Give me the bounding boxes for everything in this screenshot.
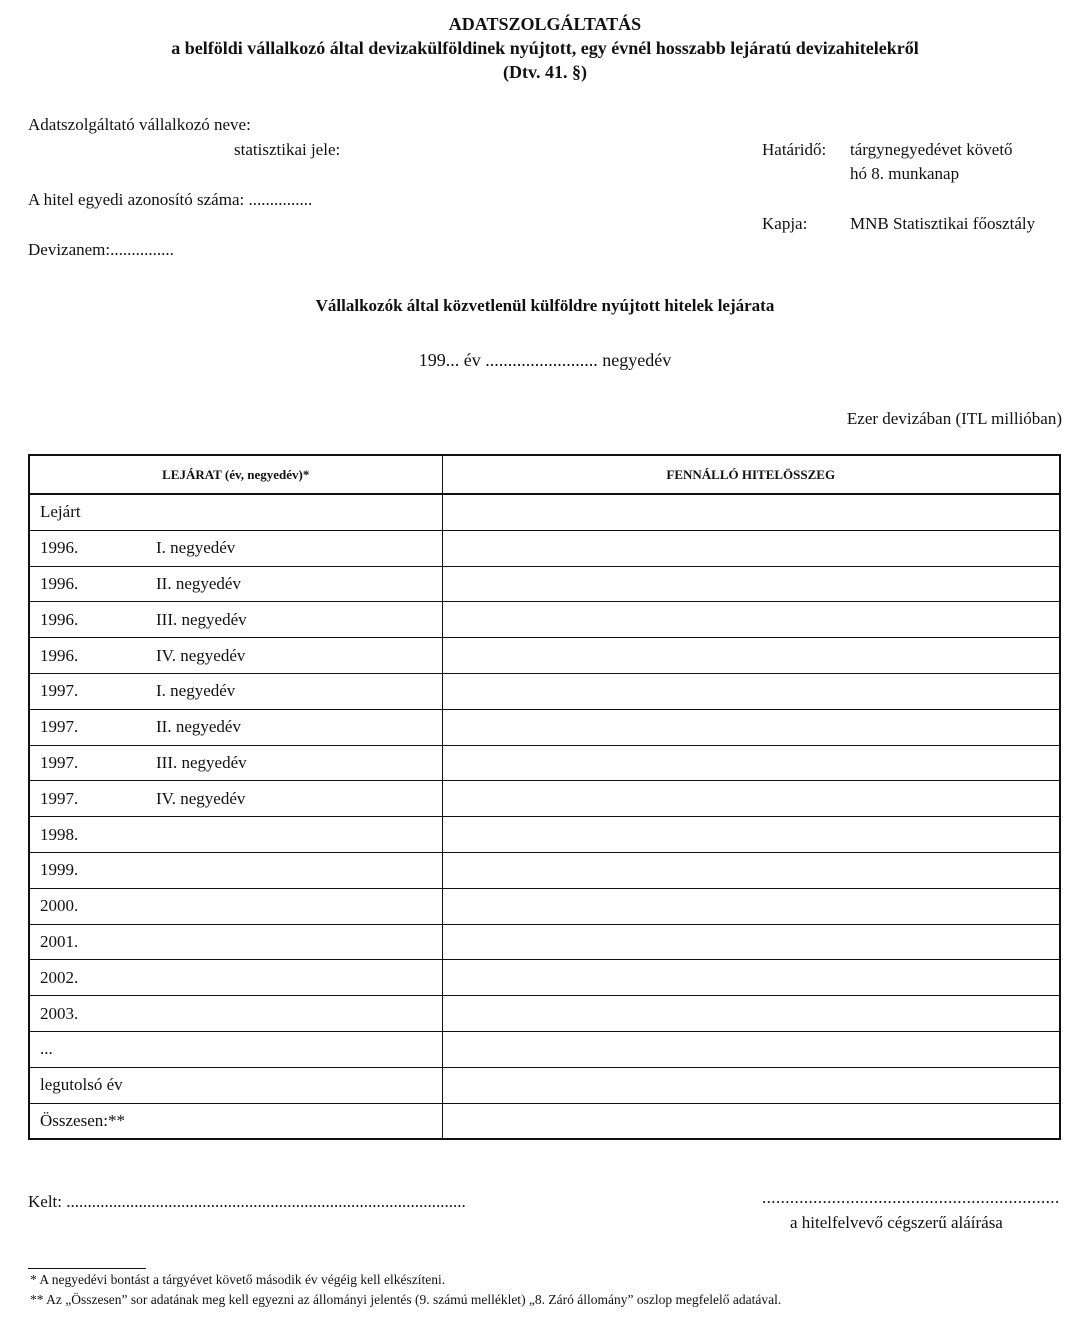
unit-note: Ezer devizában (ITL millióban) bbox=[846, 409, 1062, 428]
maturity-cell bbox=[29, 960, 442, 996]
maturity-cell bbox=[29, 996, 442, 1032]
amount-input-cell[interactable] bbox=[442, 1103, 1060, 1139]
maturity-quarter: II. negyedév bbox=[156, 573, 241, 593]
table-row bbox=[29, 996, 1060, 1032]
table-row bbox=[29, 709, 1060, 745]
maturity-cell bbox=[29, 888, 442, 924]
maturity-cell bbox=[29, 673, 442, 709]
maturity-cell bbox=[29, 638, 442, 674]
maturity-year: 1997. bbox=[40, 788, 79, 808]
table-row bbox=[29, 817, 1060, 853]
amount-input-cell[interactable] bbox=[442, 745, 1060, 781]
maturity-cell bbox=[29, 602, 442, 638]
company-name-label: Adatszolgáltató vállalkozó neve: bbox=[28, 115, 251, 134]
amount-input-cell[interactable] bbox=[442, 996, 1060, 1032]
form-subtitle: a belföldi vállalkozó által devizakülföldinek nyújtott, egy évnél hosszabb lejáratú devizahitelekről bbox=[171, 38, 919, 58]
footnote-2: ** Az „Összesen” sor adatának meg kell egyezni az állományi jelentés (9. számú melléklet) „8. Záró állomány” oszlop megfelelő adatával. bbox=[30, 1292, 782, 1307]
maturity-year: 1997. bbox=[40, 681, 79, 701]
table-row bbox=[29, 1103, 1060, 1139]
maturity-year: 1996. bbox=[40, 645, 79, 665]
amount-input-cell[interactable] bbox=[442, 709, 1060, 745]
maturity-year: 1996. bbox=[40, 573, 79, 593]
maturity-year: 2000. bbox=[40, 896, 79, 916]
maturity-year: 2003. bbox=[40, 1003, 79, 1023]
stat-code-label: statisztikai jele: bbox=[234, 140, 341, 159]
maturity-year: ... bbox=[40, 1039, 53, 1059]
maturity-year: 1998. bbox=[40, 824, 79, 844]
amount-input-cell[interactable] bbox=[442, 673, 1060, 709]
amount-input-cell[interactable] bbox=[442, 1031, 1060, 1067]
maturity-quarter: II. negyedév bbox=[156, 717, 241, 737]
footnote-divider bbox=[28, 1268, 146, 1269]
table-row bbox=[29, 566, 1060, 602]
recipient-value: MNB Statisztikai főosztály bbox=[850, 214, 1036, 233]
maturity-year: 1997. bbox=[40, 717, 79, 737]
date-field[interactable]: Kelt: .............................................................................................. bbox=[28, 1192, 466, 1211]
table-row bbox=[29, 781, 1060, 817]
table-row bbox=[29, 745, 1060, 781]
maturity-year: 1999. bbox=[40, 860, 79, 880]
maturity-quarter: IV. negyedév bbox=[156, 788, 246, 808]
amount-input-cell[interactable] bbox=[442, 852, 1060, 888]
maturity-header: LEJÁRAT (év, negyedév)* bbox=[29, 455, 442, 494]
recipient-label: Kapja: bbox=[762, 214, 808, 233]
maturity-table bbox=[28, 454, 1061, 1140]
maturity-cell bbox=[29, 817, 442, 853]
maturity-quarter: IV. negyedév bbox=[156, 645, 246, 665]
amount-input-cell[interactable] bbox=[442, 638, 1060, 674]
deadline-label: Határidő: bbox=[762, 140, 827, 159]
table-row bbox=[29, 1067, 1060, 1103]
maturity-year: legutolsó év bbox=[40, 1075, 123, 1095]
maturity-year: 1997. bbox=[40, 752, 79, 772]
maturity-cell bbox=[29, 924, 442, 960]
amount-input-cell[interactable] bbox=[442, 530, 1060, 566]
maturity-cell bbox=[29, 852, 442, 888]
table-header-row bbox=[29, 455, 1060, 494]
table-row bbox=[29, 638, 1060, 674]
currency-label: Devizanem:............... bbox=[28, 240, 174, 259]
deadline-value-1: tárgynegyedévet követő bbox=[850, 140, 1013, 159]
table-row bbox=[29, 924, 1060, 960]
table-row bbox=[29, 960, 1060, 996]
amount-input-cell[interactable] bbox=[442, 781, 1060, 817]
maturity-cell bbox=[29, 709, 442, 745]
signature-label: a hitelfelvevő cégszerű aláírása bbox=[790, 1213, 1003, 1232]
table-row bbox=[29, 1031, 1060, 1067]
maturity-year: 2002. bbox=[40, 967, 79, 987]
maturity-cell bbox=[29, 566, 442, 602]
table-row bbox=[29, 494, 1060, 530]
maturity-year: 1996. bbox=[40, 609, 79, 629]
amount-input-cell[interactable] bbox=[442, 888, 1060, 924]
maturity-cell bbox=[29, 1067, 442, 1103]
signature-line[interactable]: ................................................................ bbox=[762, 1188, 1060, 1207]
amount-input-cell[interactable] bbox=[442, 960, 1060, 996]
form-title: ADATSZOLGÁLTATÁS bbox=[448, 14, 642, 34]
table-row bbox=[29, 530, 1060, 566]
amount-input-cell[interactable] bbox=[442, 602, 1060, 638]
amount-input-cell[interactable] bbox=[442, 817, 1060, 853]
amount-header: FENNÁLLÓ HITELÖSSZEG bbox=[442, 455, 1060, 494]
section-title: Vállalkozók által közvetlenül külföldre nyújtott hitelek lejárata bbox=[315, 296, 775, 315]
table-row bbox=[29, 852, 1060, 888]
table-row bbox=[29, 673, 1060, 709]
law-reference: (Dtv. 41. §) bbox=[503, 62, 587, 82]
maturity-year: 2001. bbox=[40, 931, 79, 951]
table-row bbox=[29, 602, 1060, 638]
maturity-cell bbox=[29, 745, 442, 781]
period-line: 199... év ......................... negyedév bbox=[418, 350, 672, 370]
maturity-cell bbox=[29, 494, 442, 530]
amount-input-cell[interactable] bbox=[442, 566, 1060, 602]
loan-id-label: A hitel egyedi azonosító száma: ............... bbox=[28, 190, 313, 209]
table-row bbox=[29, 888, 1060, 924]
maturity-quarter: I. negyedév bbox=[156, 681, 236, 701]
deadline-value-2: hó 8. munkanap bbox=[850, 164, 960, 183]
maturity-quarter: III. negyedév bbox=[156, 752, 247, 772]
maturity-cell bbox=[29, 781, 442, 817]
maturity-year: Lejárt bbox=[40, 502, 81, 522]
amount-input-cell[interactable] bbox=[442, 494, 1060, 530]
amount-input-cell[interactable] bbox=[442, 924, 1060, 960]
footnote-1: * A negyedévi bontást a tárgyévet követő második év végéig kell elkészíteni. bbox=[30, 1272, 446, 1287]
maturity-quarter: I. negyedév bbox=[156, 538, 236, 558]
maturity-cell bbox=[29, 1103, 442, 1139]
amount-input-cell[interactable] bbox=[442, 1067, 1060, 1103]
maturity-cell bbox=[29, 1031, 442, 1067]
maturity-cell bbox=[29, 530, 442, 566]
maturity-quarter: III. negyedév bbox=[156, 609, 247, 629]
maturity-year: 1996. bbox=[40, 538, 79, 558]
maturity-year: Összesen:** bbox=[40, 1110, 125, 1130]
